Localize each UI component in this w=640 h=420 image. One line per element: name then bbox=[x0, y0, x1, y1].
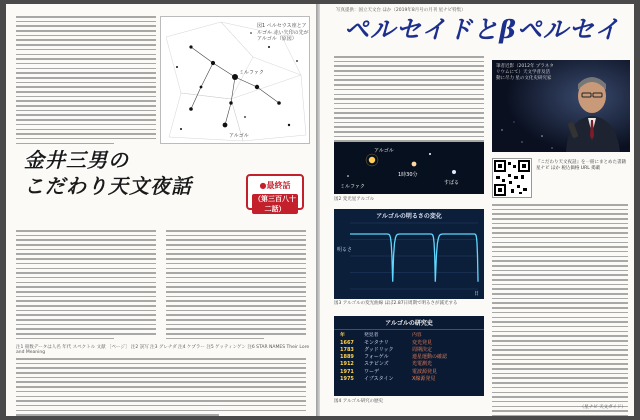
history-event: 連星運動の確認 bbox=[412, 354, 448, 360]
column-title-line2: こだわり天文夜話 bbox=[24, 174, 192, 198]
sky-label-star1: ミルファク bbox=[340, 184, 365, 190]
history-row bbox=[334, 339, 484, 346]
final-episode-label: ●最終話 bbox=[259, 181, 291, 190]
history-year: 1975 bbox=[340, 375, 354, 382]
lightcurve-title: アルゴルの明るさの変化 bbox=[376, 213, 442, 220]
map-label-mirfak: ミルファク bbox=[239, 70, 264, 76]
history-name: ワーデ bbox=[364, 368, 380, 375]
history-event: 変光発見 bbox=[412, 339, 433, 346]
credit-line: （星ナビ 天文ガイド） bbox=[579, 405, 626, 410]
history-year: 1783 bbox=[340, 346, 354, 353]
sky-caption: 図2 変光星アルゴル bbox=[334, 197, 375, 202]
top-note: 写真提供：国立天文台 ほか（2019年8月号の月刊 星ナビ特集） bbox=[336, 8, 466, 13]
history-event: 周期決定 bbox=[412, 346, 433, 353]
lightcurve-figure bbox=[334, 209, 484, 299]
column-title-block bbox=[24, 144, 314, 226]
history-caption: 図4 アルゴル研究の歴史 bbox=[334, 399, 384, 404]
right-page bbox=[320, 4, 634, 416]
history-head-year: 年 bbox=[340, 333, 345, 338]
map-label-algol: アルゴル bbox=[229, 133, 249, 139]
lightcurve-ylabel: 明るさ bbox=[337, 247, 353, 253]
column-title-line1: 金井三男の bbox=[24, 148, 129, 172]
history-name: フォーゲル bbox=[364, 354, 389, 360]
sky-figure bbox=[334, 142, 484, 194]
sky-chart bbox=[334, 142, 484, 194]
history-name: モンタナリ bbox=[364, 339, 389, 346]
sky-label-algol: アルゴル bbox=[374, 148, 394, 154]
book-promo-caption: 『こだわり天文夜話』を一冊にまとめた書籍 星ナビ ほか 税込価格 URL 掲載 bbox=[536, 160, 626, 171]
star-map-figure bbox=[160, 16, 310, 144]
sky-label-star2: すばる bbox=[444, 180, 460, 186]
history-event: 電波源発見 bbox=[412, 368, 438, 375]
left-page bbox=[6, 4, 316, 416]
footnotes: 注1 冊数データは人名 年代 スペクトル 文献 ［ページ］ 注2 誤写 注3 グレナダ 注4 ケプラー 注5 ゲッティンゲン 注6 STAR NAMES Their Lore and Meaning bbox=[16, 345, 310, 355]
left-body-text-col2 bbox=[166, 230, 306, 343]
episode-number: （第三百八十二話） bbox=[254, 195, 296, 213]
sky-label-time: 1時30分 bbox=[398, 172, 418, 178]
final-episode-badge bbox=[246, 174, 304, 213]
left-body-text-col1 bbox=[16, 230, 156, 343]
history-row bbox=[334, 368, 484, 375]
history-name: グッドリック bbox=[364, 346, 394, 353]
history-event: X線源発見 bbox=[412, 375, 436, 382]
history-header bbox=[334, 330, 484, 339]
history-row bbox=[334, 354, 484, 361]
history-year: 1971 bbox=[340, 368, 354, 375]
left-body-text-top bbox=[16, 16, 156, 147]
history-head-name: 発見者 bbox=[364, 333, 379, 338]
article-headline: ペルセイドとβペルセイ bbox=[344, 15, 621, 44]
history-name: イブスタイン bbox=[364, 375, 394, 382]
history-row bbox=[334, 375, 484, 382]
history-title: アルゴルの研究史 bbox=[334, 316, 484, 330]
footnote-lines bbox=[16, 358, 306, 416]
right-body-text-top bbox=[334, 56, 484, 150]
history-event: 光電測光 bbox=[412, 361, 433, 368]
star-map-caption: 図1 ペルセウス座とアルゴル 赤い矢印の先がアルゴル（原図） bbox=[257, 23, 309, 42]
author-portrait bbox=[492, 60, 630, 152]
qr-code bbox=[492, 158, 532, 198]
right-body-text-col2 bbox=[492, 204, 628, 416]
history-year: 1889 bbox=[340, 354, 354, 360]
qr-code-image bbox=[493, 159, 531, 197]
lightcurve-chart bbox=[334, 209, 484, 299]
lightcurve-series-line bbox=[350, 234, 478, 282]
history-table bbox=[334, 316, 484, 396]
history-name: ステビンズ bbox=[364, 361, 389, 368]
history-head-event: 内容 bbox=[412, 333, 422, 338]
history-row bbox=[334, 361, 484, 368]
lightcurve-caption: 図3 アルゴルの変光曲線 ほぼ2.87日周期で明るさが減光する bbox=[334, 301, 458, 306]
history-year: 1667 bbox=[340, 339, 354, 346]
portrait-caption: 筆者近影（2012年 プラネタリウムにて）天文学普及活動に尽力 星の文化史研究家 bbox=[496, 64, 554, 81]
history-year: 1912 bbox=[340, 361, 354, 368]
lightcurve-xlabel: 日 bbox=[474, 291, 480, 297]
history-row bbox=[334, 346, 484, 353]
